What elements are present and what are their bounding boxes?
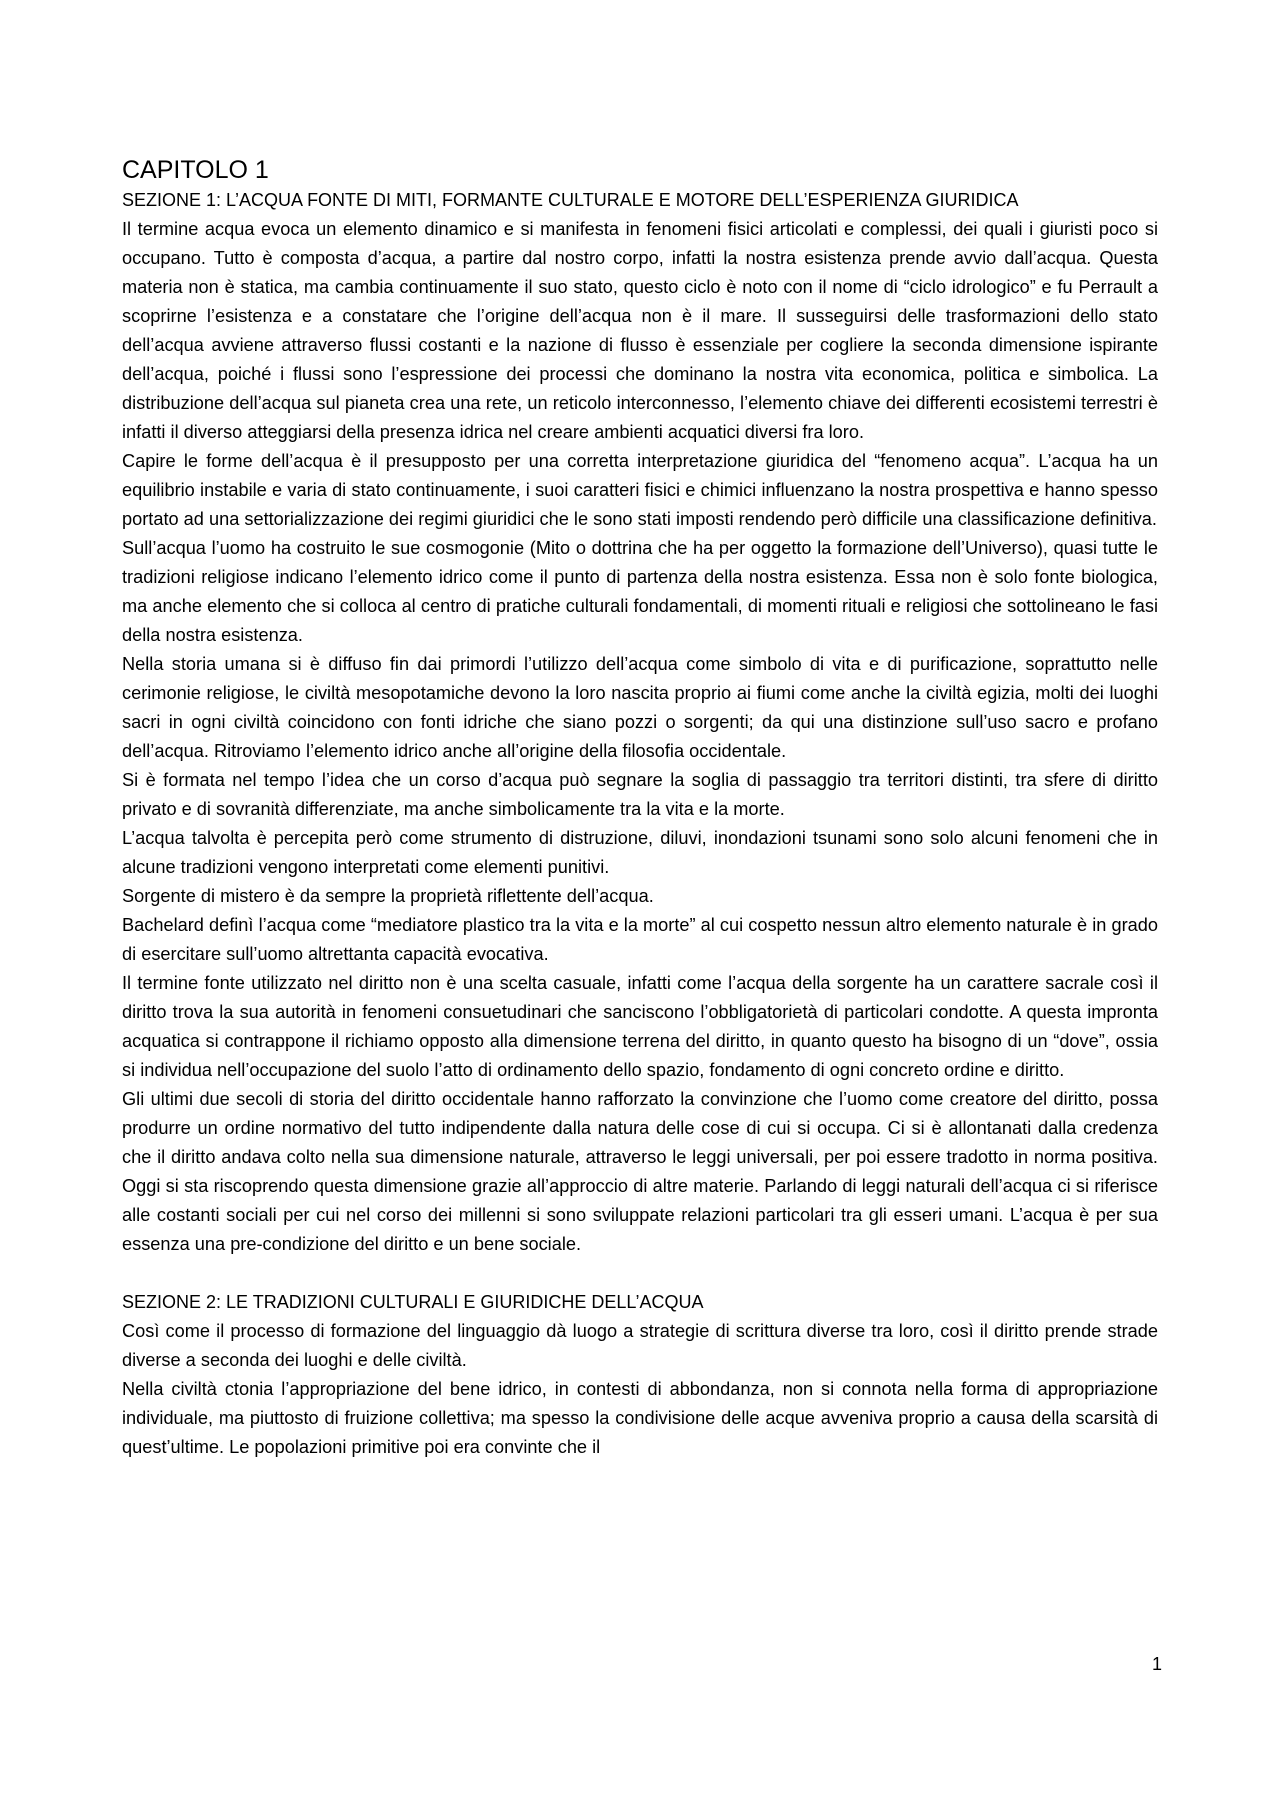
section-2-title: SEZIONE 2: LE TRADIZIONI CULTURALI E GIURIDICHE DELL’ACQUA xyxy=(122,1292,704,1312)
paragraph: Si è formata nel tempo l’idea che un corso d’acqua può segnare la soglia di passaggio tra territori distinti, tra sfere di diritto privato e di sovranità differenziate, ma anche simbolicamente tra la vita e la morte. xyxy=(122,770,1158,819)
paragraph: Capire le forme dell’acqua è il presupposto per una corretta interpretazione giuridica del “fenomeno acqua”. L’acqua ha un equilibrio instabile e varia di stato continuamente, i suoi caratteri fisici e chimici influenzano la nostra prospettiva e hanno spesso portato ad una settorializzazione dei regimi giuridici che le sono stati imposti rendendo però difficile una classificazione definitiva. xyxy=(122,451,1158,529)
blank-line xyxy=(122,1259,1158,1288)
paragraph: Nella storia umana si è diffuso fin dai primordi l’utilizzo dell’acqua come simbolo di vita e di purificazione, soprattutto nelle cerimonie religiose, le civiltà mesopotamiche devono la loro nascita proprio ai fiumi come anche la civiltà egizia, molti dei luoghi sacri in ogni civiltà coincidono con fonti idriche che siano pozzi o sorgenti; da qui una distinzione sull’uso sacro e profano dell’acqua. Ritroviamo l’elemento idrico anche all’origine della filosofia occidentale. xyxy=(122,654,1158,761)
paragraph: Sull’acqua l’uomo ha costruito le sue cosmogonie (Mito o dottrina che ha per oggetto la formazione dell’Universo), quasi tutte le tradizioni religiose indicano l’elemento idrico come il punto di partenza della nostra esistenza. Essa non è solo fonte biologica, ma anche elemento che si colloca al centro di pratiche culturali fondamentali, di momenti rituali e religiosi che sottolineano le fasi della nostra esistenza. xyxy=(122,538,1158,645)
page-number: 1 xyxy=(1151,1654,1162,1674)
paragraph: Il termine acqua evoca un elemento dinamico e si manifesta in fenomeni fisici articolati e complessi, dei quali i giuristi poco si occupano. Tutto è composta d’acqua, a partire dal nostro corpo, infatti la nostra esistenza prende avvio dall’acqua. Questa materia non è statica, ma cambia continuamente il suo stato, questo ciclo è noto con il nome di “ciclo idrologico” e fu Perrault a scoprirne l’esistenza e a constatare che l’origine dell’acqua non è il mare. Il susseguirsi delle trasformazioni dello stato dell’acqua avviene attraverso flussi costanti e la nazione di flusso è essenziale per cogliere la seconda dimensione ispirante dell’acqua, poiché i flussi sono l’espressione dei processi che dominano la nostra vita economica, politica e simbolica. La distribuzione dell’acqua sul pianeta crea una rete, un reticolo interconnesso, l’elemento chiave dei differenti ecosistemi terrestri è infatti il diverso atteggiarsi della presenza idrica nel creare ambienti acquatici diversi fra loro. xyxy=(122,219,1158,442)
paragraph: Nella civiltà ctonia l’appropriazione del bene idrico, in contesti di abbondanza, non si connota nella forma di appropriazione individuale, ma piuttosto di fruizione collettiva; ma spesso la condivisione delle acque avveniva proprio a causa della scarsità di quest’ultime. Le popolazioni primitive poi era convinte che il xyxy=(122,1379,1158,1457)
paragraph: Il termine fonte utilizzato nel diritto non è una scelta casuale, infatti come l’acqua della sorgente ha un carattere sacrale così il diritto trova la sua autorità in fenomeni consuetudinari che sanciscono l’obbligatorietà di particolari condotte. A questa impronta acquatica si contrappone il richiamo opposto alla dimensione terrena del diritto, in quanto questo ha bisogno di un “dove”, ossia si individua nell’occupazione del suolo l’atto di ordinamento dello spazio, fondamento di ogni concreto ordine e diritto. xyxy=(122,973,1158,1080)
chapter-heading: CAPITOLO 1 xyxy=(122,156,269,184)
paragraph: Così come il processo di formazione del linguaggio dà luogo a strategie di scrittura diverse tra loro, così il diritto prende strade diverse a seconda dei luoghi e delle civiltà. xyxy=(122,1321,1158,1370)
paragraph: Bachelard definì l’acqua come “mediatore plastico tra la vita e la morte” al cui cospetto nessun altro elemento naturale è in grado di esercitare sull’uomo altrettanta capacità evocativa. xyxy=(122,915,1158,964)
document-page xyxy=(122,154,1158,1462)
paragraph: Gli ultimi due secoli di storia del diritto occidentale hanno rafforzato la convinzione che l’uomo come creatore del diritto, possa produrre un ordine normativo del tutto indipendente dalla natura delle cose di cui si occupa. Ci si è allontanati dalla credenza che il diritto andava colto nella sua dimensione naturale, attraverso le leggi universali, per poi essere tradotto in norma positiva. Oggi si sta riscoprendo questa dimensione grazie all’approccio di altre materie. Parlando di leggi naturali dell’acqua ci si riferisce alle costanti sociali per cui nel corso dei millenni si sono sviluppate relazioni particolari tra gli esseri umani. L’acqua è per sua essenza una pre-condizione del diritto e un bene sociale. xyxy=(122,1089,1158,1254)
paragraph: Sorgente di mistero è da sempre la proprietà riflettente dell’acqua. xyxy=(122,886,654,906)
section-1-title: SEZIONE 1: L’ACQUA FONTE DI MITI, FORMANTE CULTURALE E MOTORE DELL’ESPERIENZA GIURIDICA xyxy=(122,190,1019,210)
paragraph: L’acqua talvolta è percepita però come strumento di distruzione, diluvi, inondazioni tsunami sono solo alcuni fenomeni che in alcune tradizioni vengono interpretati come elementi punitivi. xyxy=(122,828,1158,877)
